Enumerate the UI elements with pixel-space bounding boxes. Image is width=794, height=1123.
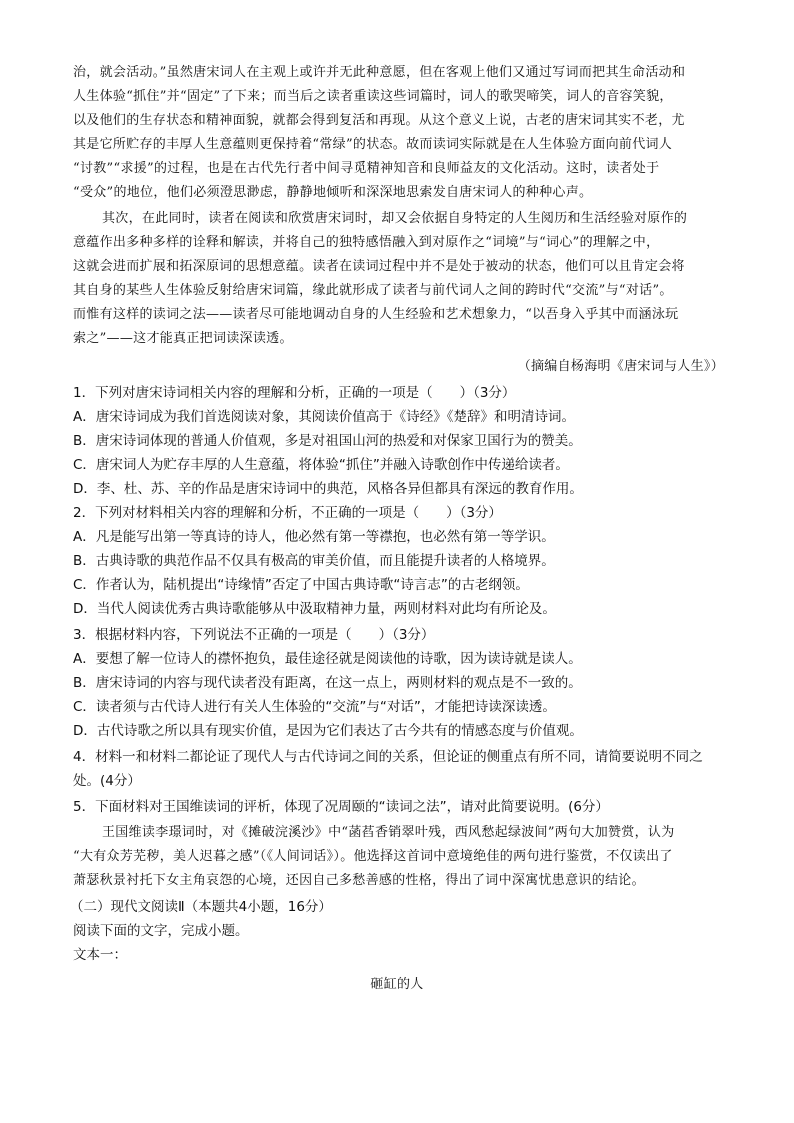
question-1-stem: 1．下列对唐宋诗词相关内容的理解和分析，正确的一项是（ ）（3分）: [73, 385, 516, 401]
passage-line: 索之”——这才能真正把词读深读透。: [73, 331, 293, 346]
question-2-option-a: A．凡是能写出第一等真诗的诗人，他必然有第一等襟抱，也必然有第一等学识。: [73, 529, 555, 545]
question-2-option-d: D．当代人阅读优秀古典诗歌能够从中汲取精神力量，两则材料对此均有所论及。: [73, 601, 556, 617]
passage-line: 这就会进而扩展和拓深原词的思想意蕴。读者在读词过程中并不是处于被动的状态，他们可以且肯定会将: [73, 259, 685, 274]
passage-line: “受众”的地位，他们必须澄思渺虑，静静地倾听和深深地思索发自唐宋词人的种种心声。: [73, 185, 593, 200]
story-title: 砸缸的人: [370, 977, 424, 992]
section-heading: （二）现代文阅读Ⅱ（本题共4小题，16分）: [70, 899, 332, 915]
passage-line: 其次，在此同时，读者在阅读和欣赏唐宋词时，却又会依据自身特定的人生阅历和生活经验对原作的: [102, 211, 688, 226]
question-5-stem: 5．下面材料对王国维读词的评析，体现了况周颐的“读词之法”，请对此简要说明。(6分）: [73, 799, 609, 815]
question-1-option-a: A．唐宋诗词成为我们首选阅读对象，其阅读价值高于《诗经》《楚辞》和明清诗词。: [73, 409, 575, 425]
passage-line: 人生体验“抓住”并“固定”了下来；而当后之读者重读这些词篇时，词人的歌哭啼笑，词人的音容笑貌，: [73, 89, 673, 104]
question-2-stem: 2．下列对材料相关内容的理解和分析，不正确的一项是（ ）（3分）: [73, 505, 502, 521]
question-3-option-a: A．要想了解一位诗人的襟怀抱负，最佳途径就是阅读他的诗歌，因为读诗就是读人。: [73, 651, 582, 667]
question-4-stem-cont: 处。(4分）: [73, 773, 141, 789]
question-2-option-c: C．作者认为，陆机提出“诗缘情”否定了中国古典诗歌“诗言志”的古老纲领。: [73, 577, 529, 593]
question-2-option-b: B．古典诗歌的典范作品不仅具有极高的审美价值，而且能提升读者的人格境界。: [73, 553, 555, 569]
passage-line: 其是它所贮存的丰厚人生意蕴则更保持着“常绿”的状态。故而读词实际就是在人生体验方面向前代词人: [73, 137, 673, 152]
question-1-option-d: D．李、杜、苏、辛的作品是唐宋诗词中的典范，风格各异但都具有深远的教育作用。: [73, 481, 583, 497]
passage-line: “讨教”“求援”的过程，也是在古代先行者中间寻觅精神知音和良师益友的文化活动。这时，读者处于: [73, 161, 660, 176]
passage-line: 其自身的某些人生体验反射给唐宋词篇，缘此就形成了读者与前代词人之间的跨时代“交流”与“对话”。: [73, 283, 673, 298]
question-3-option-d: D．古代诗歌之所以具有现实价值，是因为它们表达了古今共有的情感态度与价值观。: [73, 723, 583, 739]
question-5-material: 萧瑟秋景衬托下女主角哀怨的心境，还因自己多愁善感的性格，得出了词中深寓忧患意识的结论。: [73, 873, 645, 888]
question-5-material: “大有众芳芜秽，美人迟暮之感”（《人间词话》）。他选择这首词中意境绝佳的两句进行鉴赏，不仅读出了: [73, 849, 673, 864]
text-label: 文本一：: [73, 947, 127, 963]
passage-line: 治，就会活动。”虽然唐宋词人在主观上或许并无此种意愿，但在客观上他们又通过写词而把其生命活动和: [73, 65, 686, 80]
question-1-option-b: B．唐宋诗词体现的普通人价值观，多是对祖国山河的热爱和对保家卫国行为的赞美。: [73, 433, 582, 449]
question-3-stem: 3．根据材料内容，下列说法不正确的一项是（ ）（3分）: [73, 627, 435, 643]
passage-source: （摘编自杨海明《唐宋词与人生》）: [517, 359, 724, 374]
section-instruction: 阅读下面的文字，完成小题。: [73, 923, 249, 939]
question-1-option-c: C．唐宋词人为贮存丰厚的人生意蕴，将体验“抓住”并融入诗歌创作中传递给读者。: [73, 457, 569, 473]
passage-line: 意蕴作出多种多样的诠释和解读，并将自己的独特感悟融入到对原作之“词境”与“词心”的理解之中，: [73, 235, 660, 250]
question-3-option-b: B．唐宋诗词的内容与现代读者没有距离，在这一点上，两则材料的观点是不一致的。: [73, 675, 582, 691]
question-5-material: 王国维读李璟词时，对《摊破浣溪沙》中“菡萏香销翠叶残，西风愁起绿波间”两句大加赞赏，认为: [102, 825, 675, 840]
passage-line: 以及他们的生存状态和精神面貌，就都会得到复活和再现。从这个意义上说，古老的唐宋词其实不老，尤: [73, 113, 685, 128]
question-4-stem: 4．材料一和材料二都论证了现代人与古代诗词之间的关系，但论证的侧重点有所不同，请简要说明不同之: [73, 749, 703, 765]
passage-line: 而惟有这样的读词之法——读者尽可能地调动自身的人生经验和艺术想象力，“以吾身入乎其中而涵泳玩: [73, 307, 679, 322]
question-3-option-c: C．读者须与古代诗人进行有关人生体验的“交流”与“对话”，才能把诗读深读透。: [73, 699, 556, 715]
